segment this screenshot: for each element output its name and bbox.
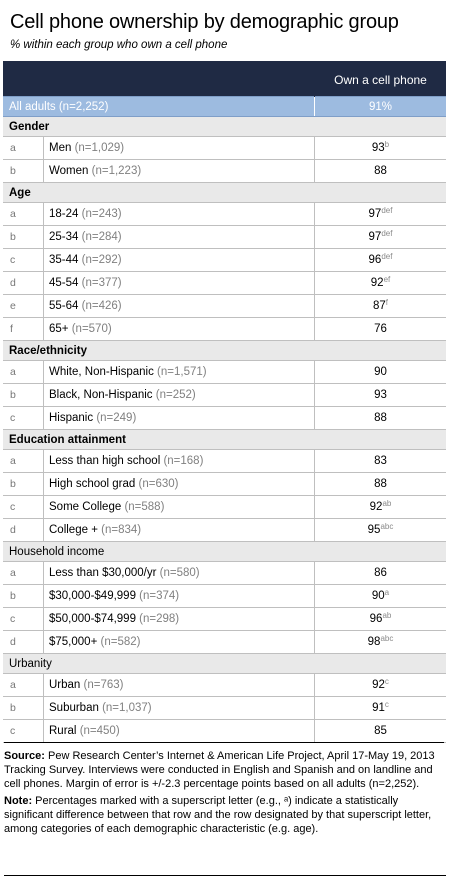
notes-block [4, 742, 444, 839]
row-value-cell [315, 450, 447, 473]
row-label: Rural [49, 725, 77, 737]
row-value-cell [315, 519, 447, 542]
row-letter: a [3, 203, 44, 226]
row-value: 88 [374, 412, 387, 424]
row-label-cell [44, 160, 315, 183]
row-value: 88 [374, 165, 387, 177]
row-value-cell [315, 697, 447, 720]
table-row [3, 450, 446, 473]
row-letter: a [3, 674, 44, 697]
row-label: $50,000-$74,999 [49, 613, 136, 625]
table-row [3, 674, 446, 697]
table-row [3, 519, 446, 542]
table-row [3, 226, 446, 249]
row-letter: a [3, 562, 44, 585]
page-title: Cell phone ownership by demographic group [10, 11, 399, 33]
row-sample-size: (n=374) [139, 590, 180, 602]
all-adults-row [3, 97, 446, 117]
row-label-cell [44, 519, 315, 542]
row-letter: a [3, 450, 44, 473]
row-value: 93 [371, 142, 385, 154]
significance-superscript: ab [382, 611, 392, 620]
row-sample-size: (n=377) [81, 277, 122, 289]
row-label-cell [44, 697, 315, 720]
row-value-cell [315, 203, 447, 226]
row-sample-size: (n=249) [96, 412, 137, 424]
significance-superscript: b [384, 140, 390, 149]
significance-superscript: c [384, 700, 389, 709]
section-header-row [3, 341, 446, 361]
note-label: Note: [4, 795, 33, 807]
significance-superscript: a [384, 588, 390, 597]
row-label: 18-24 [49, 208, 79, 220]
row-label: Men [49, 142, 72, 154]
table-row [3, 361, 446, 384]
header-blank-cell [3, 61, 315, 97]
row-label: Urban [49, 679, 81, 691]
table-row [3, 160, 446, 183]
row-label: Suburban [49, 702, 99, 714]
row-value: 95 [367, 524, 381, 536]
row-sample-size: (n=588) [124, 501, 165, 513]
row-label-cell [44, 450, 315, 473]
row-value-cell [315, 720, 447, 743]
row-label: $75,000+ [49, 636, 98, 648]
row-label-cell [44, 674, 315, 697]
row-value-cell [315, 272, 447, 295]
row-label-cell [44, 407, 315, 430]
row-letter: c [3, 720, 44, 743]
row-letter: d [3, 272, 44, 295]
row-sample-size: (n=763) [83, 679, 124, 691]
table-row [3, 272, 446, 295]
row-letter: b [3, 384, 44, 407]
significance-superscript: abc [380, 522, 394, 531]
section-title: Gender [3, 117, 446, 137]
table-row [3, 697, 446, 720]
row-label-cell [44, 137, 315, 160]
row-label-cell [44, 272, 315, 295]
row-letter: b [3, 226, 44, 249]
row-value-cell [315, 496, 447, 519]
row-label: White, Non-Hispanic [49, 366, 154, 378]
section-header-row [3, 183, 446, 203]
row-label-cell [44, 585, 315, 608]
row-label-cell [44, 361, 315, 384]
row-label-cell [44, 226, 315, 249]
row-value-cell [315, 384, 447, 407]
row-sample-size: (n=570) [71, 323, 112, 335]
section-title: Race/ethnicity [3, 341, 446, 361]
row-letter: d [3, 519, 44, 542]
row-label-cell [44, 203, 315, 226]
table-row [3, 608, 446, 631]
significance-superscript: def [381, 252, 393, 261]
row-label-cell [44, 562, 315, 585]
row-sample-size: (n=426) [81, 300, 122, 312]
row-letter: d [3, 631, 44, 654]
row-letter: e [3, 295, 44, 318]
row-label: 45-54 [49, 277, 79, 289]
row-label-cell [44, 608, 315, 631]
row-label: Some College [49, 501, 122, 513]
row-value-cell [315, 318, 447, 341]
row-sample-size: (n=1,223) [91, 165, 142, 177]
row-sample-size: (n=252) [155, 389, 196, 401]
significance-superscript: c [384, 677, 389, 686]
row-label: $30,000-$49,999 [49, 590, 136, 602]
row-label-cell [44, 496, 315, 519]
table-row [3, 631, 446, 654]
row-label-cell [44, 384, 315, 407]
row-letter: b [3, 473, 44, 496]
row-sample-size: (n=834) [101, 524, 142, 536]
row-value: 90 [374, 366, 387, 378]
row-value: 85 [374, 725, 387, 737]
row-value: 86 [374, 567, 387, 579]
row-label: 65+ [49, 323, 69, 335]
significance-superscript: f [385, 298, 389, 307]
row-value: 98 [367, 636, 381, 648]
row-letter: b [3, 697, 44, 720]
source-label: Source: [4, 750, 45, 762]
table-row [3, 295, 446, 318]
table-row [3, 585, 446, 608]
table-row [3, 562, 446, 585]
row-letter: c [3, 608, 44, 631]
row-label: Women [49, 165, 89, 177]
all-adults-value: 91% [315, 97, 447, 117]
row-letter: c [3, 496, 44, 519]
row-letter: b [3, 160, 44, 183]
significance-superscript: def [381, 229, 393, 238]
source-text: Pew Research Center’s Internet & American Life Project, April 17-May 19, 2013 Tracking Survey. Interviews were conducted in English and Spanish and on landline and cell phones. Margin of error is +/-2.3 percentage points based on all adults (n=2,252). [4, 750, 435, 790]
table-row [3, 137, 446, 160]
row-sample-size: (n=1,029) [74, 142, 125, 154]
row-label: Hispanic [49, 412, 94, 424]
row-sample-size: (n=284) [81, 231, 122, 243]
row-value-cell [315, 361, 447, 384]
row-label-cell [44, 249, 315, 272]
row-value: 97 [368, 231, 382, 243]
row-value-cell [315, 473, 447, 496]
footnote [4, 794, 444, 836]
row-label: 55-64 [49, 300, 79, 312]
row-value-cell [315, 295, 447, 318]
table-row [3, 203, 446, 226]
row-value: 87 [372, 300, 386, 312]
row-sample-size: (n=630) [138, 478, 179, 490]
row-sample-size: (n=582) [100, 636, 141, 648]
row-label: 25-34 [49, 231, 79, 243]
row-value: 92 [370, 277, 384, 289]
row-sample-size: (n=168) [163, 455, 204, 467]
row-value-cell [315, 407, 447, 430]
row-letter: a [3, 361, 44, 384]
row-value: 96 [368, 254, 382, 266]
column-header: Own a cell phone [315, 61, 447, 97]
table-row [3, 473, 446, 496]
row-value: 93 [374, 389, 387, 401]
row-value: 88 [374, 478, 387, 490]
significance-superscript: def [381, 206, 393, 215]
row-value-cell [315, 631, 447, 654]
section-header-row [3, 117, 446, 137]
row-value: 91 [372, 702, 385, 714]
table-row [3, 496, 446, 519]
row-label: College + [49, 524, 98, 536]
row-sample-size: (n=298) [139, 613, 180, 625]
row-label-cell [44, 473, 315, 496]
row-letter: a [3, 137, 44, 160]
significance-superscript: ab [382, 499, 392, 508]
row-value: 90 [371, 590, 385, 602]
ownership-table [3, 61, 446, 743]
row-label: High school grad [49, 478, 136, 490]
row-value-cell [315, 226, 447, 249]
row-letter: c [3, 407, 44, 430]
note-text: Percentages marked with a superscript letter (e.g., ᵃ) indicate a statistically significant difference between that row and the row designated by that superscript letter, among categories of each demographic characteristic (e.g. age). [4, 795, 432, 835]
row-label-cell [44, 631, 315, 654]
row-value-cell [315, 137, 447, 160]
row-label: Less than high school [49, 455, 161, 467]
significance-superscript: abc [380, 634, 394, 643]
row-value-cell [315, 585, 447, 608]
section-title: Household income [3, 542, 446, 562]
source-note [4, 749, 444, 791]
row-sample-size: (n=580) [159, 567, 200, 579]
section-header-row [3, 542, 446, 562]
table-body [3, 61, 446, 743]
table-row [3, 407, 446, 430]
row-value: 92 [369, 501, 383, 513]
bottom-rule [4, 875, 446, 876]
table-row [3, 318, 446, 341]
row-sample-size: (n=1,571) [157, 366, 207, 378]
all-adults-label: All adults (n=2,252) [3, 97, 315, 117]
row-value: 97 [368, 208, 382, 220]
row-value: 76 [374, 323, 387, 335]
row-sample-size: (n=1,037) [102, 702, 152, 714]
row-value-cell [315, 249, 447, 272]
row-value-cell [315, 608, 447, 631]
table-row [3, 720, 446, 743]
table-header-row [3, 61, 446, 97]
row-label: Less than $30,000/yr [49, 567, 157, 579]
row-value-cell [315, 160, 447, 183]
section-title: Urbanity [3, 654, 446, 674]
row-value-cell [315, 562, 447, 585]
row-label-cell [44, 318, 315, 341]
section-title: Age [3, 183, 446, 203]
section-header-row [3, 654, 446, 674]
table-row [3, 384, 446, 407]
row-value-cell [315, 674, 447, 697]
row-letter: c [3, 249, 44, 272]
section-title: Education attainment [3, 430, 446, 450]
row-sample-size: (n=292) [81, 254, 122, 266]
row-label: Black, Non-Hispanic [49, 389, 153, 401]
row-sample-size: (n=450) [79, 725, 120, 737]
row-value: 92 [372, 679, 385, 691]
row-value: 96 [369, 613, 383, 625]
row-letter: b [3, 585, 44, 608]
table-row [3, 249, 446, 272]
page-subtitle: % within each group who own a cell phone [10, 39, 228, 51]
row-label-cell [44, 720, 315, 743]
row-label-cell [44, 295, 315, 318]
row-value: 83 [374, 455, 387, 467]
section-header-row [3, 430, 446, 450]
row-letter: f [3, 318, 44, 341]
row-label: 35-44 [49, 254, 79, 266]
significance-superscript: ef [383, 275, 391, 284]
row-sample-size: (n=243) [81, 208, 122, 220]
